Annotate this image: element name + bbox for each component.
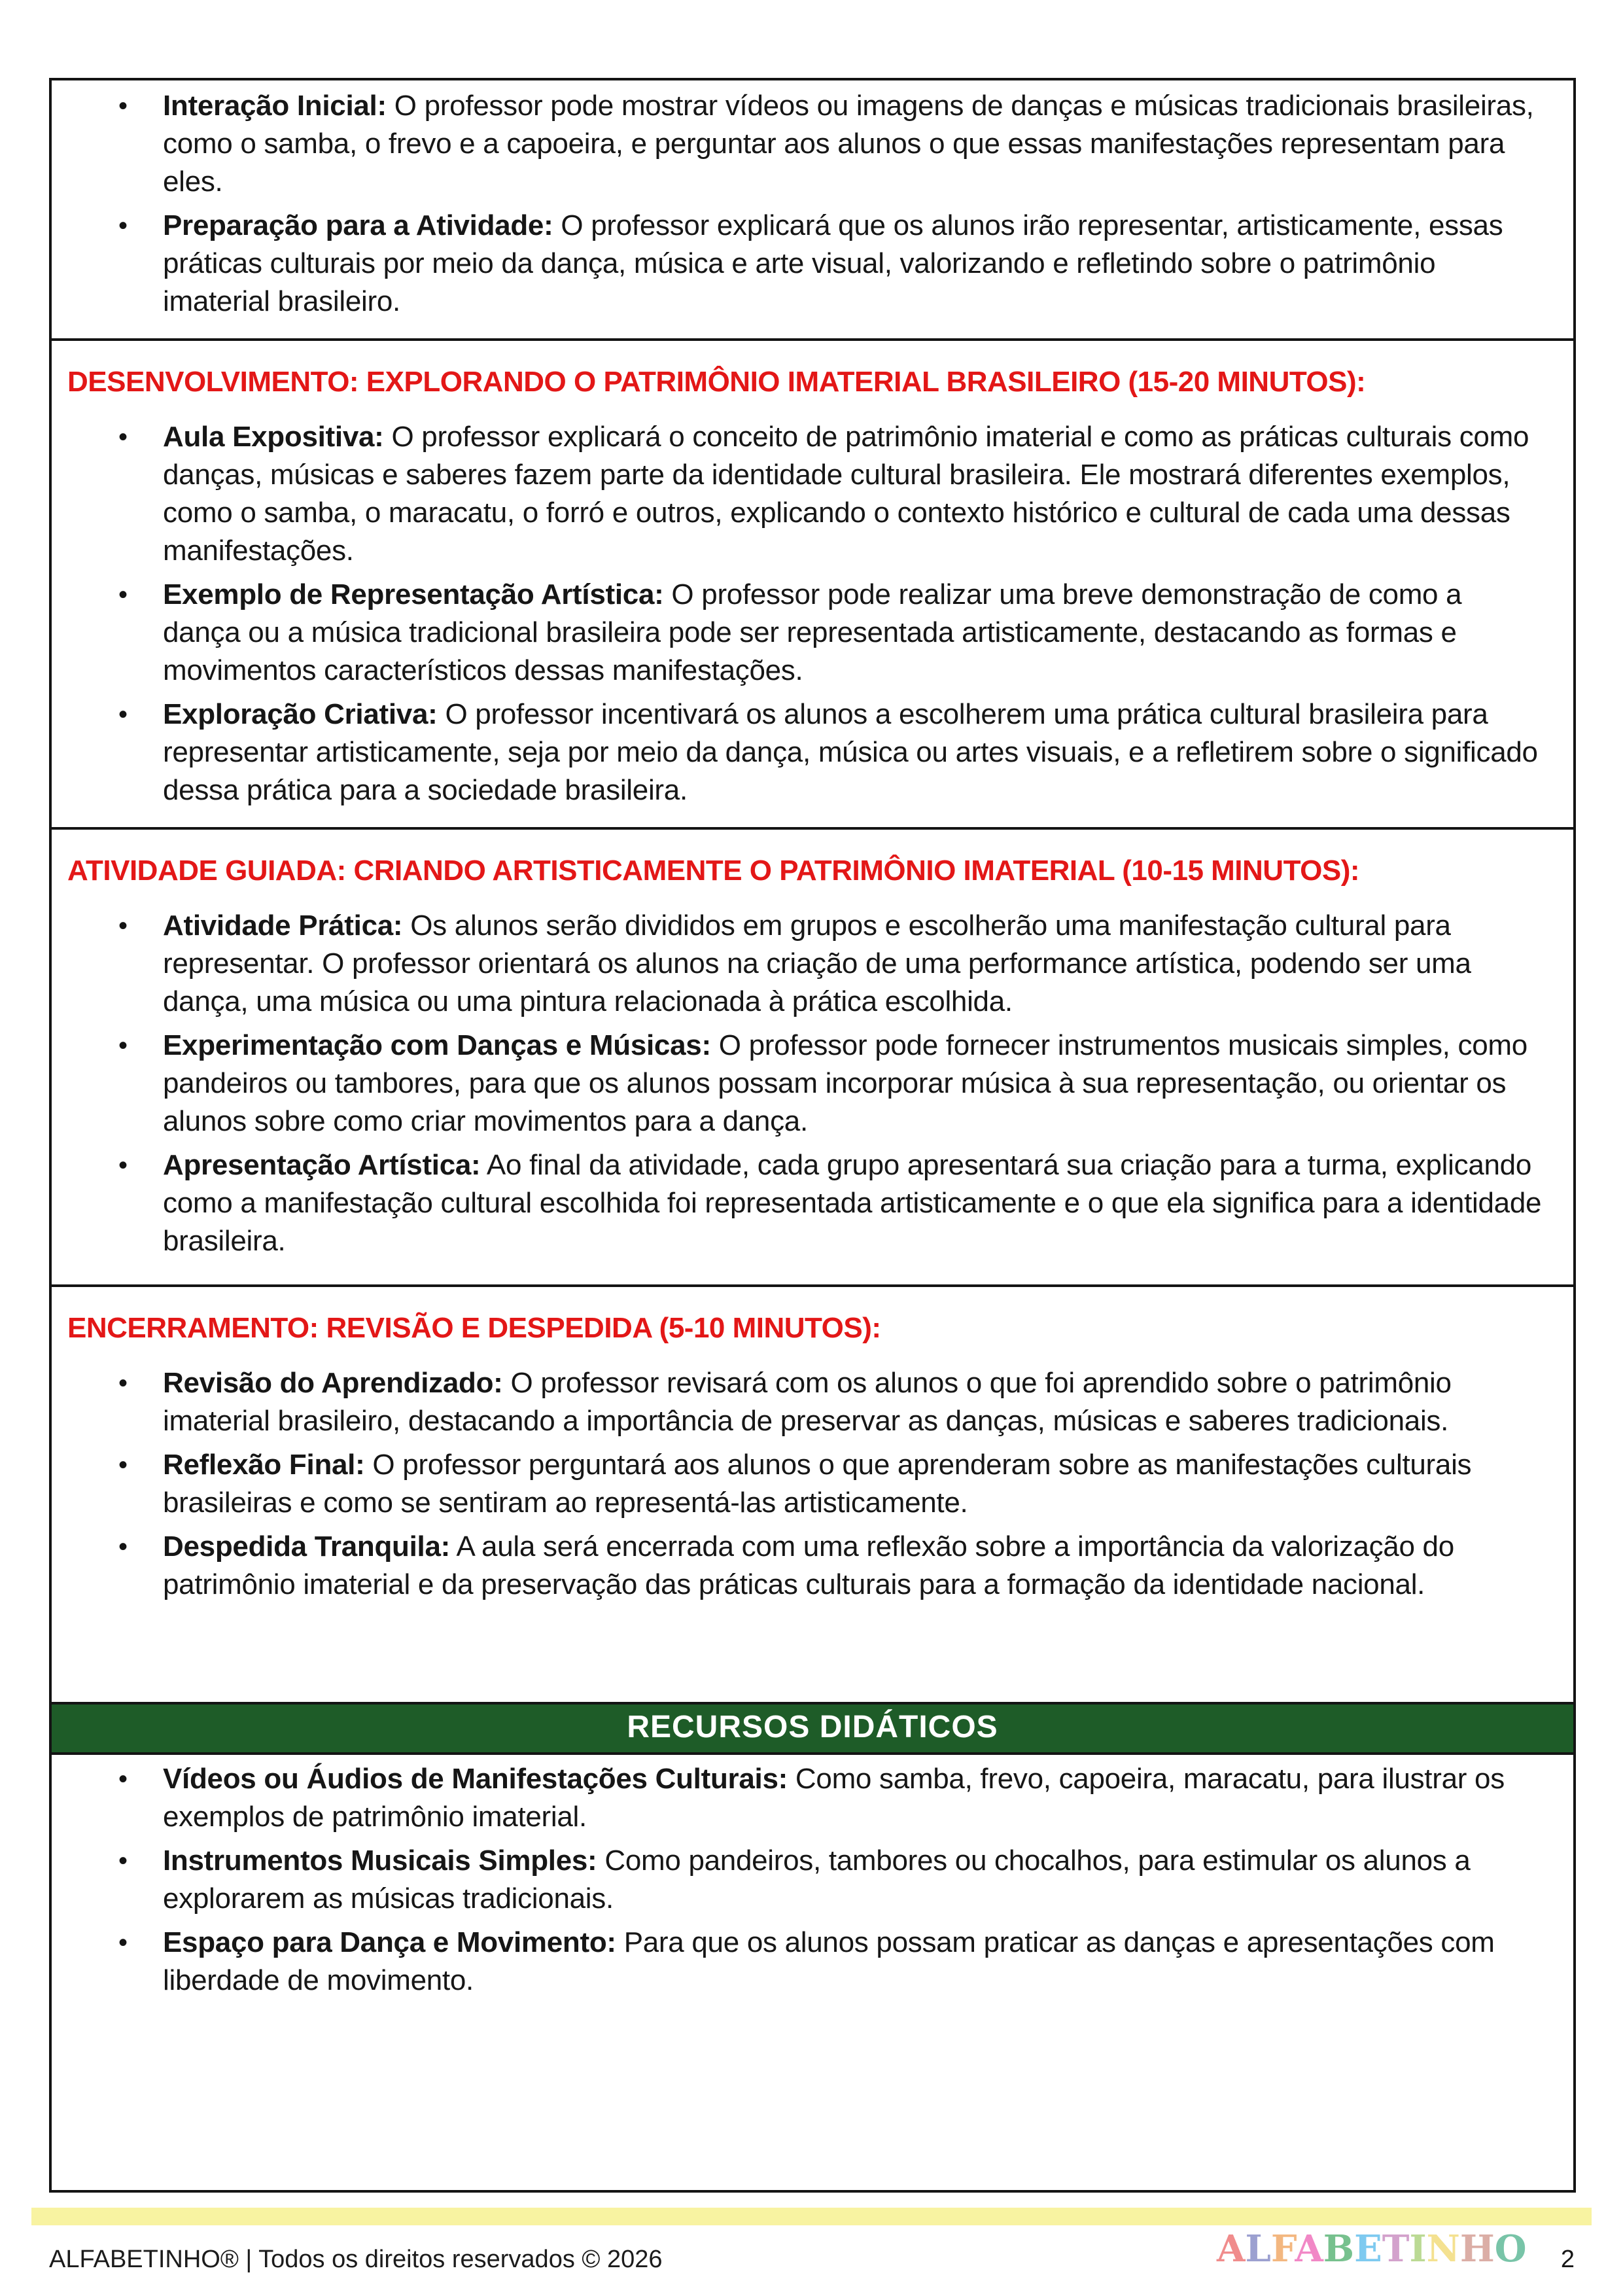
bullet-text (163, 696, 1542, 809)
list-item (67, 1842, 1542, 1918)
list-item (67, 1146, 1542, 1260)
list-item (67, 1924, 1542, 2000)
bullet-icon: • (118, 700, 128, 729)
bullet-label: Apresentação Artística: (163, 1149, 481, 1181)
bullet-text (163, 1027, 1542, 1140)
logo-letter: O (1494, 2227, 1527, 2270)
bullet-list (67, 87, 1542, 321)
logo-letter: T (1382, 2227, 1410, 2270)
bullet-icon: • (118, 211, 128, 240)
list-item (67, 418, 1542, 570)
bullet-description: O professor explicará que os alunos irão representar, artisticamente, essas práticas culturais por meio da dança, música e arte visual, valorizando e refletindo sobre o patrimônio imaterial brasileiro. (163, 209, 1503, 317)
bullet-description: Para que os alunos possam praticar as danças e apresentações com liberdade de movimento. (163, 1926, 1495, 1996)
section-heading: DESENVOLVIMENTO: EXPLORANDO O PATRIMÔNIO IMATERIAL BRASILEIRO (15-20 MINUTOS): (67, 366, 1366, 398)
bullet-description: O professor pode fornecer instrumentos musicais simples, como pandeiros ou tambores, para que os alunos possam incorporar música à sua representação, ou orientar os alunos sobre como criar movimentos para a dança. (163, 1029, 1527, 1137)
bullet-description: Os alunos serão divididos em grupos e escolherão uma manifestação cultural para representar. O professor orientará os alunos na criação de uma performance artística, podendo ser uma dança, uma música ou uma pintura relacionada à prática escolhida. (163, 910, 1471, 1017)
bullet-text (163, 1760, 1542, 1836)
bullet-label: Espaço para Dança e Movimento: (163, 1926, 616, 1958)
list-item (67, 1760, 1542, 1836)
bullet-label: Aula Expositiva: (163, 421, 384, 453)
bullet-icon: • (118, 1031, 128, 1060)
bullet-description: O professor pode mostrar vídeos ou imagens de danças e músicas tradicionais brasileiras, como o samba, o frevo e a capoeira, e perguntar aos alunos o que essas manifestações representam para eles. (163, 90, 1534, 198)
logo-letter: L (1245, 2227, 1271, 2270)
bullet-label: Revisão do Aprendizado: (163, 1367, 503, 1399)
alfabetinho-logo (1217, 2227, 1527, 2270)
banner-title: RECURSOS DIDÁTICOS (627, 1709, 998, 1744)
bullet-description: O professor explicará o conceito de patrimônio imaterial e como as práticas culturais como danças, músicas e saberes fazem parte da identidade cultural brasileira. Ele mostrará diferentes exemplos, como o samba, o maracatu, o forró e outros, explicando o contexto histórico e cultural de cada uma dessas manifestações. (163, 421, 1529, 567)
bullet-description: O professor perguntará aos alunos o que aprenderam sobre as manifestações culturais brasileiras e como se sentiram ao representá-las artisticamente. (163, 1449, 1472, 1519)
bullet-icon: • (118, 92, 128, 120)
bullet-label: Experimentação com Danças e Músicas: (163, 1029, 711, 1061)
section-heading: ATIVIDADE GUIADA: CRIANDO ARTISTICAMENTE O PATRIMÔNIO IMATERIAL (10-15 MINUTOS): (67, 855, 1360, 887)
bullet-label: Despedida Tranquila: (163, 1530, 450, 1563)
list-item (67, 576, 1542, 690)
list-item (67, 907, 1542, 1021)
footer-copyright: ALFABETINHO® | Todos os direitos reservados © 2026 (49, 2246, 663, 2273)
logo-letter: F (1270, 2227, 1295, 2270)
bullet-icon: • (118, 423, 128, 451)
bullet-text (163, 418, 1542, 570)
logo-letter: A (1295, 2227, 1323, 2270)
logo-letter: A (1217, 2227, 1246, 2270)
section-recursos-didaticos (52, 1755, 1573, 2190)
list-item (67, 696, 1542, 809)
bullet-description: Ao final da atividade, cada grupo apresentará sua criação para a turma, explicando como a manifestação cultural escolhida foi representada artisticamente e o que ela significa para a identidade brasileira. (163, 1149, 1542, 1257)
bullet-description: Como pandeiros, tambores ou chocalhos, para estimular os alunos a explorarem as músicas tradicionais. (163, 1845, 1471, 1915)
bullet-text (163, 576, 1542, 690)
bullet-text (163, 87, 1542, 201)
bullet-icon: • (118, 1151, 128, 1180)
bullet-icon: • (118, 1928, 128, 1957)
bullet-text (163, 1924, 1542, 2000)
logo-letter: E (1354, 2227, 1382, 2270)
bullet-label: Instrumentos Musicais Simples: (163, 1845, 597, 1877)
list-item (67, 1528, 1542, 1604)
bullet-icon: • (118, 580, 128, 609)
bullet-list (67, 418, 1542, 809)
bullet-text (163, 1364, 1542, 1440)
footer-accent-bar (31, 2208, 1592, 2225)
logo-letter: N (1426, 2227, 1460, 2270)
logo-letter: H (1459, 2227, 1495, 2270)
bullet-list (67, 907, 1542, 1260)
bullet-description: A aula será encerrada com uma reflexão sobre a importância da valorização do patrimônio imaterial e da preservação das práticas culturais para a formação da identidade nacional. (163, 1530, 1454, 1600)
bullet-label: Preparação para a Atividade: (163, 209, 553, 241)
bullet-description: Como samba, frevo, capoeira, maracatu, para ilustrar os exemplos de patrimônio imaterial. (163, 1763, 1505, 1833)
bullet-icon: • (118, 911, 128, 940)
bullet-description: O professor pode realizar uma breve demonstração de como a dança ou a música tradicional brasileira pode ser representada artisticamente, destacando as formas e movimentos característicos dessas manifestações. (163, 578, 1462, 686)
section-heading: ENCERRAMENTO: REVISÃO E DESPEDIDA (5-10 MINUTOS): (67, 1312, 881, 1344)
bullet-label: Exemplo de Representação Artística: (163, 578, 664, 610)
list-item (67, 207, 1542, 321)
bullet-list (67, 1760, 1542, 2000)
list-item (67, 1446, 1542, 1522)
bullet-label: Vídeos ou Áudios de Manifestações Culturais: (163, 1763, 788, 1795)
section-atividade-guiada (52, 830, 1573, 1287)
list-item (67, 1027, 1542, 1140)
bullet-text (163, 1446, 1542, 1522)
list-item (67, 87, 1542, 201)
list-item (67, 1364, 1542, 1440)
bullet-label: Interação Inicial: (163, 90, 387, 122)
document-table (49, 78, 1576, 2193)
section-recursos-banner (52, 1704, 1573, 1755)
bullet-icon: • (118, 1765, 128, 1793)
bullet-icon: • (118, 1369, 128, 1398)
bullet-label: Exploração Criativa: (163, 698, 438, 730)
section-desenvolvimento (52, 341, 1573, 830)
bullet-label: Atividade Prática: (163, 910, 403, 942)
bullet-text (163, 1528, 1542, 1604)
logo-letter: I (1409, 2227, 1427, 2270)
bullet-description: O professor incentivará os alunos a escolherem uma prática cultural brasileira para representar artisticamente, seja por meio da dança, música ou artes visuais, e a refletirem sobre o significado dessa prática para a sociedade brasileira. (163, 698, 1538, 806)
bullet-text (163, 1146, 1542, 1260)
section-continuation-bullets (52, 80, 1573, 341)
bullet-description: O professor revisará com os alunos o que foi aprendido sobre o patrimônio imaterial brasileiro, destacando a importância de preservar as danças, músicas e saberes tradicionais. (163, 1367, 1452, 1437)
bullet-list (67, 1364, 1542, 1604)
page-number: 2 (1560, 2246, 1575, 2273)
bullet-text (163, 907, 1542, 1021)
logo-letter: B (1323, 2227, 1355, 2270)
bullet-text (163, 1842, 1542, 1918)
bullet-icon: • (118, 1846, 128, 1875)
bullet-label: Reflexão Final: (163, 1449, 365, 1481)
bullet-text (163, 207, 1542, 321)
bullet-icon: • (118, 1451, 128, 1479)
section-encerramento (52, 1287, 1573, 1704)
bullet-icon: • (118, 1532, 128, 1561)
